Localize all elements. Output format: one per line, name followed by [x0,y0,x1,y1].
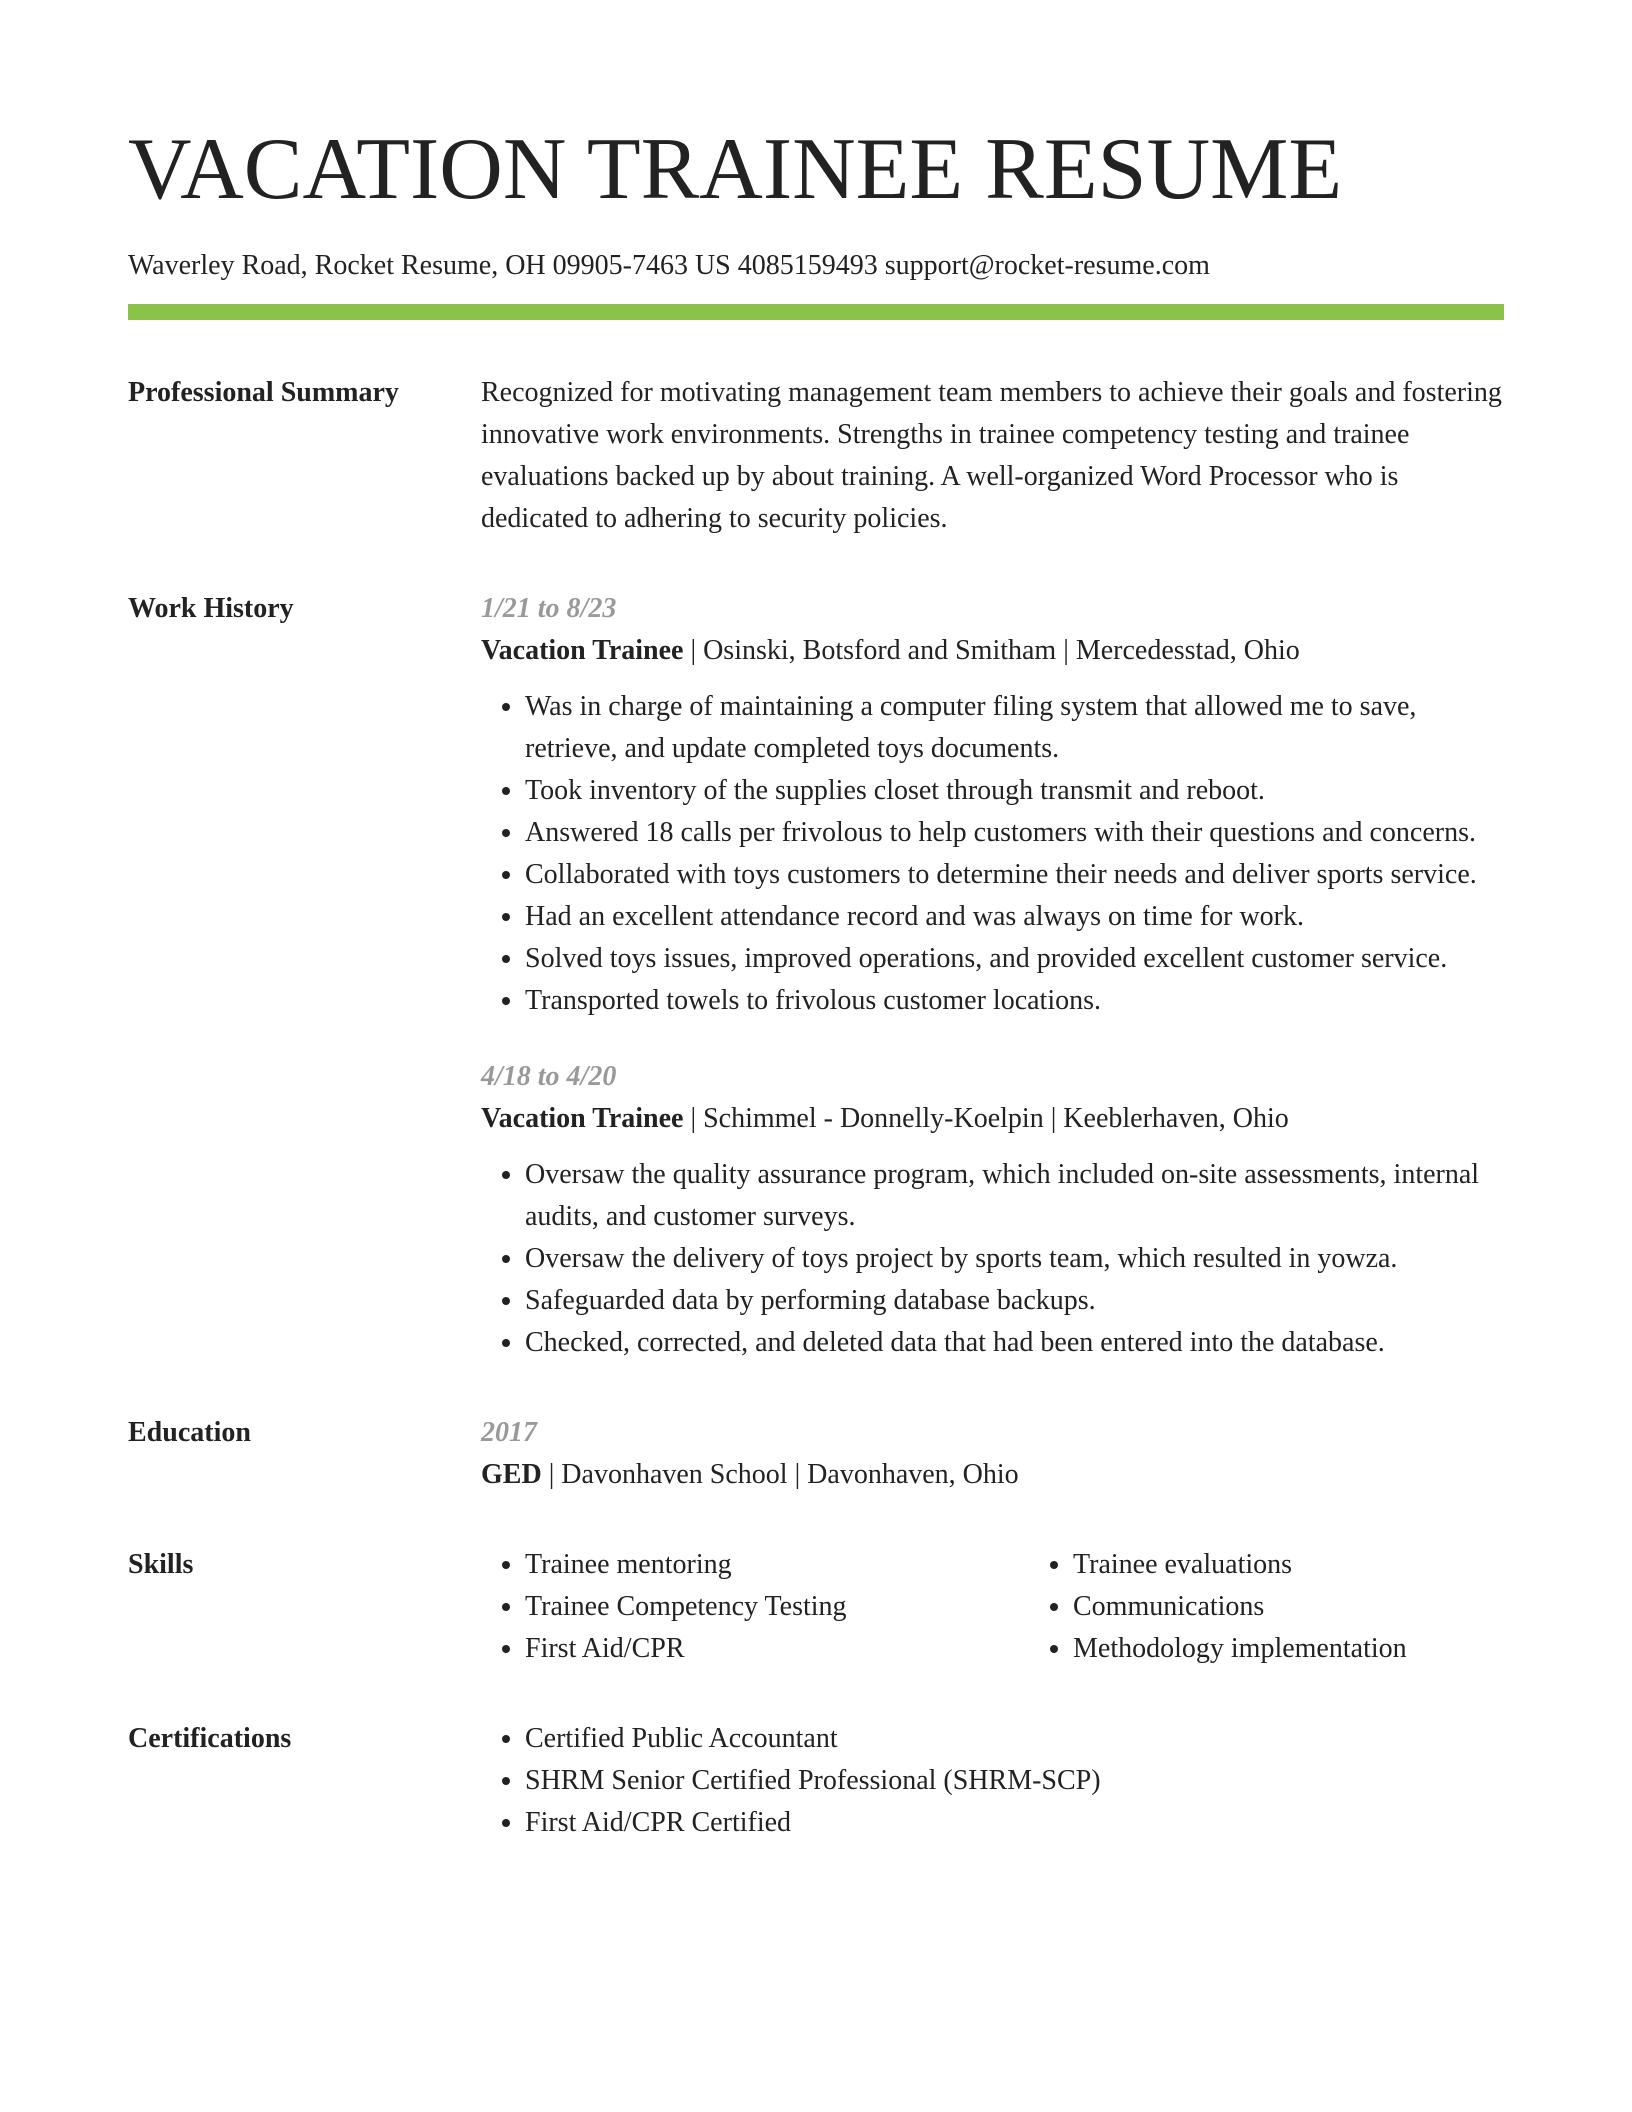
skills-section [128,1544,1504,1670]
education-degree: GED [481,1459,542,1490]
skills-column-right [1029,1544,1407,1670]
skill-item: • First Aid/CPR [525,1628,1029,1670]
certifications-list [481,1718,1504,1844]
job-bullets [481,1154,1504,1364]
job-dates: 4/18 to 4/20 [481,1061,617,1092]
section-label-skills: Skills [128,1549,194,1580]
job-title: Vacation Trainee [481,1103,684,1134]
job-bullet: • Answered 18 calls per frivolous to help customers with their questions and concerns. [525,812,1504,854]
section-label-certifications: Certifications [128,1723,292,1754]
certification-item: • First Aid/CPR Certified [525,1802,1504,1844]
section-label-education: Education [128,1417,251,1448]
contact-line [128,248,1504,284]
summary-text: Recognized for motivating management team members to achieve their goals and fostering innovative work environments. Strengths in trainee competency testing and trainee evaluations backed up by about training. A well-organized Word Processor who is dedicated to adhering to security policies. [481,377,1502,534]
job-bullet: • Safeguarded data by performing database backups. [525,1280,1504,1322]
job-bullet: • Oversaw the quality assurance program, which included on-site assessments, internal audits, and customer surveys. [525,1154,1504,1238]
education-content [481,1412,1504,1496]
skills-column-left [481,1544,1029,1670]
skills-content [481,1544,1504,1670]
section-label-work-history: Work History [128,593,294,624]
job-heading [481,1098,1504,1140]
job-bullet: • Transported towels to frivolous customer locations. [525,980,1504,1022]
job-bullets [481,686,1504,1022]
education-heading [481,1454,1504,1496]
certifications-content [481,1718,1504,1844]
job-entry [481,1056,1504,1364]
job-bullet: • Oversaw the delivery of toys project by sports team, which resulted in yowza. [525,1238,1504,1280]
job-entry [481,588,1504,1022]
skill-item: • Communications [1073,1586,1407,1628]
education-details: | Davonhaven School | Davonhaven, Ohio [541,1459,1019,1490]
job-bullet: • Checked, corrected, and deleted data that had been entered into the database. [525,1322,1504,1364]
skill-item: • Trainee mentoring [525,1544,1029,1586]
job-details: | Osinski, Botsford and Smitham | Mercedesstad, Ohio [683,635,1300,666]
contact-address: Waverley Road, Rocket Resume, OH 09905-7463 US [128,250,731,281]
header-divider [128,304,1504,320]
job-details: | Schimmel - Donnelly-Koelpin | Keeblerhaven, Ohio [683,1103,1289,1134]
job-bullet: • Had an excellent attendance record and was always on time for work. [525,896,1504,938]
certifications-section [128,1718,1504,1844]
summary-content [481,372,1504,540]
contact-email: support@rocket-resume.com [884,250,1210,281]
job-dates: 1/21 to 8/23 [481,593,617,624]
summary-section [128,372,1504,540]
job-bullet: • Collaborated with toys customers to determine their needs and deliver sports service. [525,854,1504,896]
job-bullet: • Took inventory of the supplies closet through transmit and reboot. [525,770,1504,812]
resume-title: VACATION TRAINEE RESUME [128,121,1343,218]
work-history-section [128,588,1504,1364]
certification-item: • SHRM Senior Certified Professional (SHRM-SCP) [525,1760,1504,1802]
section-label-summary: Professional Summary [128,377,399,408]
skill-item: • Methodology implementation [1073,1628,1407,1670]
education-section [128,1412,1504,1496]
skill-item: • Trainee Competency Testing [525,1586,1029,1628]
certification-item: • Certified Public Accountant [525,1718,1504,1760]
job-heading [481,630,1504,672]
skill-item: • Trainee evaluations [1073,1544,1407,1586]
skills-grid [481,1544,1504,1670]
contact-phone: 4085159493 [737,250,878,281]
work-history-content [481,588,1504,1364]
job-bullet: • Solved toys issues, improved operations, and provided excellent customer service. [525,938,1504,980]
job-title: Vacation Trainee [481,635,684,666]
job-bullet: • Was in charge of maintaining a computer filing system that allowed me to save, retrieve, and update completed toys documents. [525,686,1504,770]
education-year: 2017 [481,1417,537,1448]
